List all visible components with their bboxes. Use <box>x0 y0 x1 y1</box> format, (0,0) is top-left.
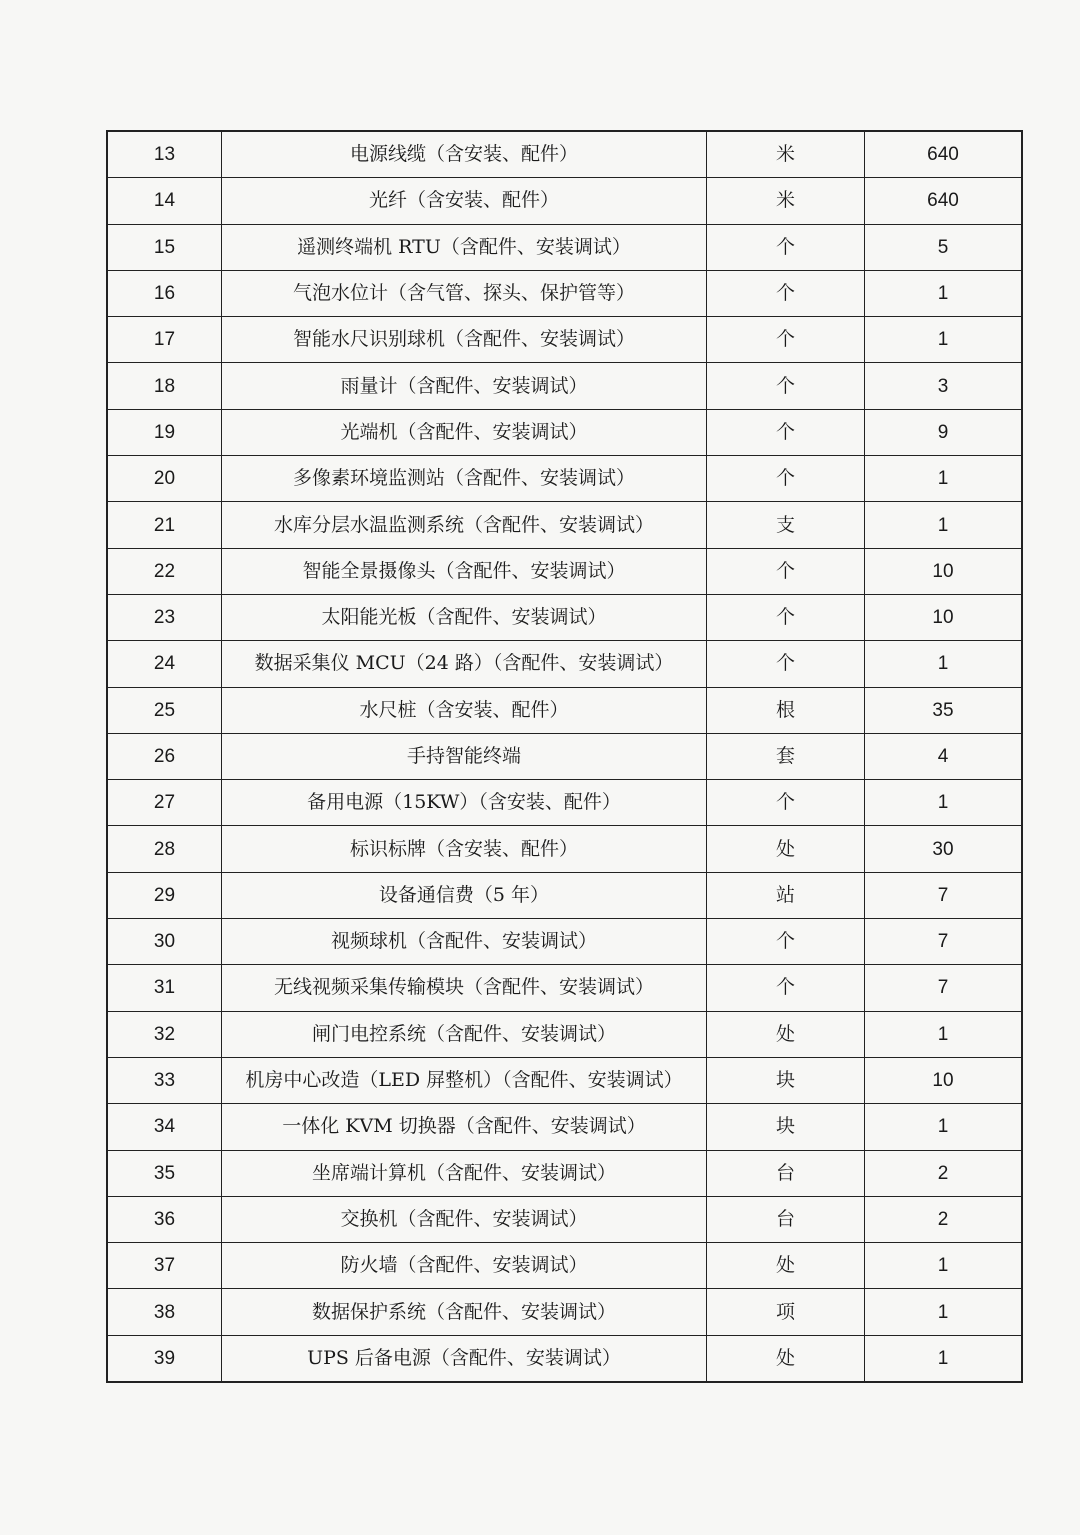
item-name-cell: 交换机（含配件、安装调试） <box>222 1196 707 1242</box>
row-number-cell: 13 <box>107 131 222 178</box>
item-name-cell: 闸门电控系统（含配件、安装调试） <box>222 1011 707 1057</box>
row-number-cell: 16 <box>107 270 222 316</box>
quantity-cell: 640 <box>865 131 1023 178</box>
item-name-cell: 一体化 KVM 切换器（含配件、安装调试） <box>222 1104 707 1150</box>
unit-cell: 块 <box>707 1104 865 1150</box>
row-number-cell: 22 <box>107 548 222 594</box>
table-row <box>107 1104 1022 1150</box>
row-number-cell: 24 <box>107 641 222 687</box>
row-number-cell: 31 <box>107 965 222 1011</box>
unit-cell: 根 <box>707 687 865 733</box>
row-number-cell: 28 <box>107 826 222 872</box>
unit-cell: 支 <box>707 502 865 548</box>
table-row <box>107 456 1022 502</box>
quantity-cell: 2 <box>865 1150 1023 1196</box>
quantity-cell: 1 <box>865 1335 1023 1382</box>
item-name-cell: 无线视频采集传输模块（含配件、安装调试） <box>222 965 707 1011</box>
row-number-cell: 35 <box>107 1150 222 1196</box>
quantity-cell: 1 <box>865 270 1023 316</box>
table-row <box>107 317 1022 363</box>
item-name-cell: 多像素环境监测站（含配件、安装调试） <box>222 456 707 502</box>
table-row <box>107 1243 1022 1289</box>
item-name-cell: 坐席端计算机（含配件、安装调试） <box>222 1150 707 1196</box>
row-number-cell: 20 <box>107 456 222 502</box>
quantity-cell: 4 <box>865 733 1023 779</box>
unit-cell: 台 <box>707 1150 865 1196</box>
unit-cell: 个 <box>707 409 865 455</box>
row-number-cell: 29 <box>107 872 222 918</box>
quantity-cell: 3 <box>865 363 1023 409</box>
quantity-cell: 30 <box>865 826 1023 872</box>
unit-cell: 个 <box>707 965 865 1011</box>
quantity-cell: 7 <box>865 919 1023 965</box>
item-name-cell: UPS 后备电源（含配件、安装调试） <box>222 1335 707 1382</box>
quantity-cell: 1 <box>865 456 1023 502</box>
item-name-cell: 手持智能终端 <box>222 733 707 779</box>
unit-cell: 项 <box>707 1289 865 1335</box>
quantity-cell: 1 <box>865 780 1023 826</box>
row-number-cell: 30 <box>107 919 222 965</box>
row-number-cell: 17 <box>107 317 222 363</box>
table-row <box>107 1196 1022 1242</box>
row-number-cell: 19 <box>107 409 222 455</box>
row-number-cell: 14 <box>107 178 222 224</box>
row-number-cell: 25 <box>107 687 222 733</box>
item-name-cell: 机房中心改造（LED 屏整机）（含配件、安装调试） <box>222 1057 707 1103</box>
quantity-cell: 1 <box>865 1104 1023 1150</box>
table-row <box>107 1011 1022 1057</box>
equipment-table-body <box>107 131 1022 1382</box>
item-name-cell: 防火墙（含配件、安装调试） <box>222 1243 707 1289</box>
unit-cell: 处 <box>707 1335 865 1382</box>
item-name-cell: 电源线缆（含安装、配件） <box>222 131 707 178</box>
quantity-cell: 1 <box>865 1011 1023 1057</box>
row-number-cell: 33 <box>107 1057 222 1103</box>
quantity-cell: 9 <box>865 409 1023 455</box>
table-row <box>107 687 1022 733</box>
item-name-cell: 水尺桩（含安装、配件） <box>222 687 707 733</box>
row-number-cell: 21 <box>107 502 222 548</box>
table-row <box>107 363 1022 409</box>
item-name-cell: 光纤（含安装、配件） <box>222 178 707 224</box>
table-row <box>107 178 1022 224</box>
table-row <box>107 409 1022 455</box>
unit-cell: 站 <box>707 872 865 918</box>
quantity-cell: 1 <box>865 641 1023 687</box>
quantity-cell: 1 <box>865 1289 1023 1335</box>
unit-cell: 个 <box>707 641 865 687</box>
row-number-cell: 34 <box>107 1104 222 1150</box>
item-name-cell: 视频球机（含配件、安装调试） <box>222 919 707 965</box>
quantity-cell: 7 <box>865 965 1023 1011</box>
item-name-cell: 数据保护系统（含配件、安装调试） <box>222 1289 707 1335</box>
table-row <box>107 502 1022 548</box>
unit-cell: 个 <box>707 548 865 594</box>
row-number-cell: 27 <box>107 780 222 826</box>
quantity-cell: 5 <box>865 224 1023 270</box>
unit-cell: 个 <box>707 456 865 502</box>
row-number-cell: 26 <box>107 733 222 779</box>
quantity-cell: 10 <box>865 548 1023 594</box>
item-name-cell: 智能水尺识别球机（含配件、安装调试） <box>222 317 707 363</box>
quantity-cell: 7 <box>865 872 1023 918</box>
table-row <box>107 1150 1022 1196</box>
quantity-cell: 640 <box>865 178 1023 224</box>
table-row <box>107 224 1022 270</box>
quantity-cell: 35 <box>865 687 1023 733</box>
row-number-cell: 23 <box>107 594 222 640</box>
unit-cell: 台 <box>707 1196 865 1242</box>
table-row <box>107 641 1022 687</box>
item-name-cell: 遥测终端机 RTU（含配件、安装调试） <box>222 224 707 270</box>
unit-cell: 处 <box>707 826 865 872</box>
quantity-cell: 2 <box>865 1196 1023 1242</box>
unit-cell: 个 <box>707 270 865 316</box>
unit-cell: 块 <box>707 1057 865 1103</box>
item-name-cell: 光端机（含配件、安装调试） <box>222 409 707 455</box>
table-row <box>107 826 1022 872</box>
row-number-cell: 38 <box>107 1289 222 1335</box>
unit-cell: 个 <box>707 594 865 640</box>
equipment-table <box>106 130 1023 1383</box>
unit-cell: 个 <box>707 919 865 965</box>
item-name-cell: 水库分层水温监测系统（含配件、安装调试） <box>222 502 707 548</box>
quantity-cell: 1 <box>865 1243 1023 1289</box>
table-row <box>107 270 1022 316</box>
table-row <box>107 919 1022 965</box>
row-number-cell: 39 <box>107 1335 222 1382</box>
table-row <box>107 1289 1022 1335</box>
table-row <box>107 131 1022 178</box>
row-number-cell: 18 <box>107 363 222 409</box>
unit-cell: 个 <box>707 224 865 270</box>
quantity-cell: 10 <box>865 594 1023 640</box>
unit-cell: 处 <box>707 1243 865 1289</box>
item-name-cell: 标识标牌（含安装、配件） <box>222 826 707 872</box>
unit-cell: 米 <box>707 178 865 224</box>
table-row <box>107 733 1022 779</box>
table-row <box>107 965 1022 1011</box>
unit-cell: 处 <box>707 1011 865 1057</box>
table-row <box>107 594 1022 640</box>
quantity-cell: 10 <box>865 1057 1023 1103</box>
quantity-cell: 1 <box>865 502 1023 548</box>
row-number-cell: 37 <box>107 1243 222 1289</box>
row-number-cell: 36 <box>107 1196 222 1242</box>
table-row <box>107 872 1022 918</box>
item-name-cell: 数据采集仪 MCU（24 路）（含配件、安装调试） <box>222 641 707 687</box>
unit-cell: 个 <box>707 363 865 409</box>
unit-cell: 个 <box>707 780 865 826</box>
item-name-cell: 备用电源（15KW）（含安装、配件） <box>222 780 707 826</box>
row-number-cell: 15 <box>107 224 222 270</box>
row-number-cell: 32 <box>107 1011 222 1057</box>
item-name-cell: 智能全景摄像头（含配件、安装调试） <box>222 548 707 594</box>
item-name-cell: 雨量计（含配件、安装调试） <box>222 363 707 409</box>
item-name-cell: 气泡水位计（含气管、探头、保护管等） <box>222 270 707 316</box>
quantity-cell: 1 <box>865 317 1023 363</box>
unit-cell: 个 <box>707 317 865 363</box>
table-row <box>107 1057 1022 1103</box>
item-name-cell: 太阳能光板（含配件、安装调试） <box>222 594 707 640</box>
unit-cell: 套 <box>707 733 865 779</box>
table-row <box>107 548 1022 594</box>
table-row <box>107 780 1022 826</box>
item-name-cell: 设备通信费（5 年） <box>222 872 707 918</box>
table-row <box>107 1335 1022 1382</box>
unit-cell: 米 <box>707 131 865 178</box>
